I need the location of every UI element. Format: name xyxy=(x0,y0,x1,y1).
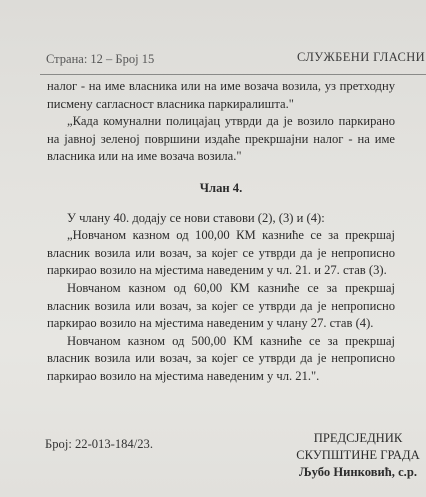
signatory-name: Љубо Нинковић, с.р. xyxy=(299,465,417,479)
signature-block xyxy=(0,430,426,497)
paragraph-6: Новчаном казном од 500,00 КМ казниће се за прекршај власник возила или возач, за којег се утврди да је непрописно паркирао возило на мјестима наведеним у чл. 21.". xyxy=(47,333,395,383)
journal-title: СЛУЖБЕНИ ГЛАСНИ xyxy=(297,50,426,64)
document-body xyxy=(47,78,395,386)
signatory-title-1: ПРЕДСЈЕДНИК xyxy=(313,431,403,445)
signatory xyxy=(288,430,426,481)
header-divider xyxy=(40,74,426,75)
paragraph-3: У члану 40. додају се нови ставови (2), (3) и (4): xyxy=(67,210,325,225)
paragraph-4: „Новчаном казном од 100,00 КМ казниће се за прекршај власник возила или возач, за којег се утврди да је непрописно паркирао возило на мјестима наведеним у чл. 21. и 27. став (3). xyxy=(47,228,395,278)
page-info: Страна: 12 – Број 15 xyxy=(46,52,155,66)
page-header xyxy=(0,52,426,72)
document-number: Број: 22-013-184/23. xyxy=(45,437,153,451)
signatory-title-2: СКУПШТИНЕ ГРАДА xyxy=(296,448,420,462)
paragraph-1: налог - на име власника или на име возача возила, уз претходну писмену сагласност власника паркиралишта." xyxy=(47,79,395,111)
article-title: Члан 4. xyxy=(199,180,243,195)
paragraph-5: Новчаном казном од 60,00 КМ казниће се за прекршај власник возила или возач, за којег се утврди да је непрописно паркирао возило на мјестима наведеним у члану 27. став (4). xyxy=(47,280,395,331)
paragraph-2: „Када комунални полицајац утврди да је возило паркирано на јавној зеленој површини издаће прекршајни налог - на име власника или на име возача возила." xyxy=(47,114,395,164)
